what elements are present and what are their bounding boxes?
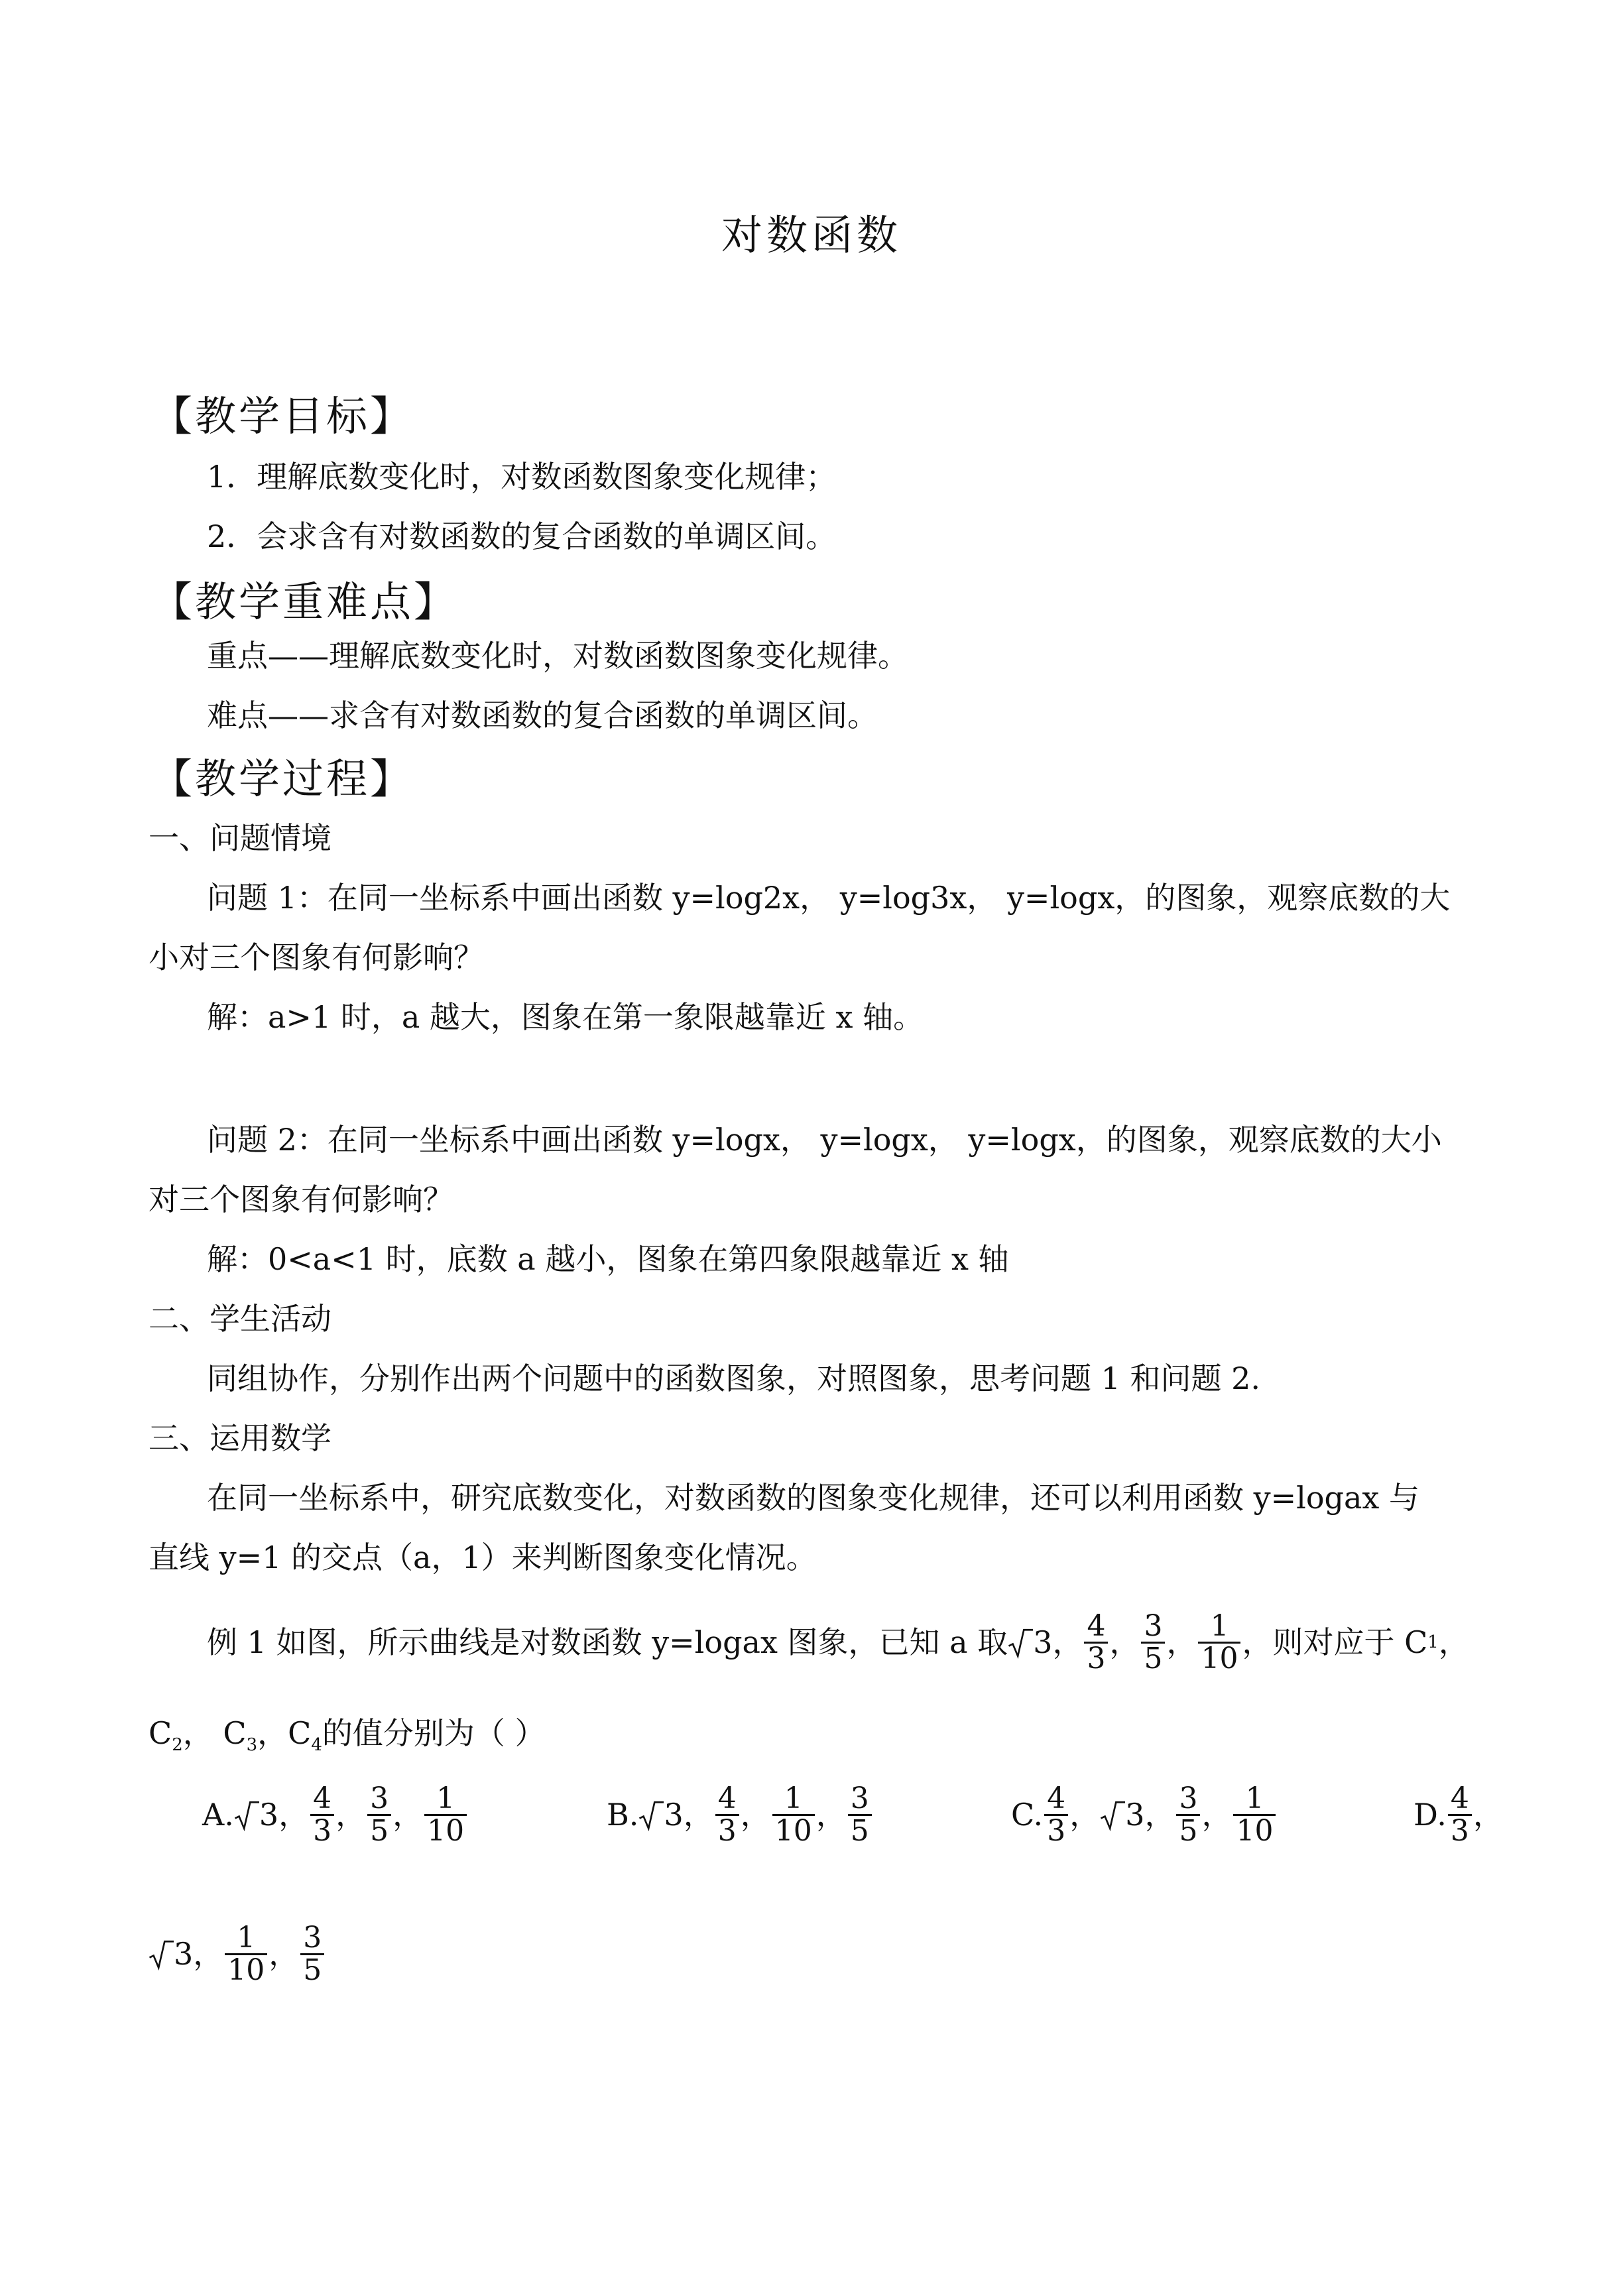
part1-heading: 一、问题情境 <box>149 820 331 856</box>
fraction: $\frac{1}{10}$ <box>424 1783 467 1846</box>
part2-heading: 二、学生活动 <box>149 1301 331 1337</box>
part2-text: 同组协作，分别作出两个问题中的函数图象，对照图象，思考问题 1 和问题 2. <box>207 1360 1261 1396</box>
fraction: $\frac{1}{10}$ <box>1198 1611 1240 1674</box>
question-2-cont: 对三个图象有何影响？ <box>149 1181 453 1217</box>
part3-heading: 三、运用数学 <box>149 1420 331 1456</box>
part3-text: 在同一坐标系中，研究底数变化，对数函数的图象变化规律，还可以利用函数 y=logax 与 <box>207 1480 1419 1516</box>
option-d-cont: 3 ， $\frac{1}{10}$ ， $\frac{3}{5}$ <box>149 1923 326 1986</box>
fraction: $\frac{1}{10}$ <box>1233 1783 1276 1846</box>
sqrt-icon <box>149 1935 174 1974</box>
fraction: $\frac{3}{5}$ <box>1176 1783 1200 1846</box>
question-1-cont: 小对三个图象有何影响？ <box>149 939 484 975</box>
option-d: D. $\frac{4}{3}$ ， <box>1413 1782 1504 1848</box>
fraction: $\frac{4}{3}$ <box>310 1783 334 1846</box>
example-1: 例 1 如图，所示曲线是对数函数 y=logax 图象，已知 a 取 3 ， $\frac{4}{3}$ ， $\frac{3}{5}$ ， $\frac{1}{10}$ ，则对应于 C 1 ， <box>207 1609 1469 1676</box>
fraction: $\frac{3}{5}$ <box>367 1783 391 1846</box>
fraction: $\frac{4}{3}$ <box>1084 1611 1108 1674</box>
option-b: B. 3 ， $\frac{4}{3}$ ， $\frac{1}{10}$ ， $\frac{3}{5}$ <box>607 1783 873 1846</box>
goal-1: 1．理解底数变化时，对数函数图象变化规律； <box>207 459 837 495</box>
option-c: C. $\frac{4}{3}$ ， 3 ， $\frac{3}{5}$ ， $\frac{1}{10}$ <box>1011 1783 1277 1846</box>
sqrt-icon <box>1008 1624 1033 1662</box>
part3-text-cont: 直线 y=1 的交点（a，1）来判断图象变化情况。 <box>149 1540 817 1575</box>
fraction: $\frac{4}{3}$ <box>1448 1783 1472 1846</box>
example-1-cont: $C_2$， $C_3$，$C_4$的值分别为（ ） <box>149 1715 546 1756</box>
answer-1: 解：a>1 时，a 越大，图象在第一象限越靠近 x 轴。 <box>207 999 924 1035</box>
fraction: $\frac{4}{3}$ <box>1044 1783 1068 1846</box>
goals-heading: 【教学目标】 <box>151 392 414 440</box>
example-tail: ，则对应于 C <box>1242 1624 1428 1660</box>
sqrt-icon <box>1100 1796 1125 1835</box>
fraction: $\frac{1}{10}$ <box>772 1783 815 1846</box>
goal-2: 2．会求含有对数函数的复合函数的单调区间。 <box>207 518 837 554</box>
fraction: $\frac{3}{5}$ <box>1141 1611 1165 1674</box>
sqrt-icon <box>638 1796 664 1835</box>
page-title: 对数函数 <box>721 211 902 259</box>
key-heading: 【教学重难点】 <box>151 577 458 626</box>
fraction: $\frac{3}{5}$ <box>848 1783 872 1846</box>
fraction: $\frac{1}{10}$ <box>225 1923 267 1986</box>
question-2: 问题 2：在同一坐标系中画出函数 y=logx， y=logx， y=logx，的图象，观察底数的大小 <box>207 1122 1442 1158</box>
option-a: A. 3 ， $\frac{4}{3}$ ， $\frac{3}{5}$ ， $\frac{1}{10}$ <box>202 1783 468 1846</box>
fraction: $\frac{3}{5}$ <box>300 1923 324 1986</box>
process-heading: 【教学过程】 <box>151 755 414 803</box>
sqrt-icon <box>234 1796 259 1835</box>
fraction: $\frac{4}{3}$ <box>715 1783 739 1846</box>
key-point: 重点——理解底数变化时，对数函数图象变化规律。 <box>207 638 908 674</box>
question-1: 问题 1：在同一坐标系中画出函数 y=log2x， y=log3x， y=logx，的图象，观察底数的大 <box>207 880 1451 916</box>
example-lead: 例 1 如图，所示曲线是对数函数 y=logax 图象，已知 a 取 <box>207 1624 1008 1660</box>
difficult-point: 难点——求含有对数函数的复合函数的单调区间。 <box>207 697 878 733</box>
answer-2: 解：0<a<1 时，底数 a 越小，图象在第四象限越靠近 x 轴 <box>207 1241 1009 1277</box>
